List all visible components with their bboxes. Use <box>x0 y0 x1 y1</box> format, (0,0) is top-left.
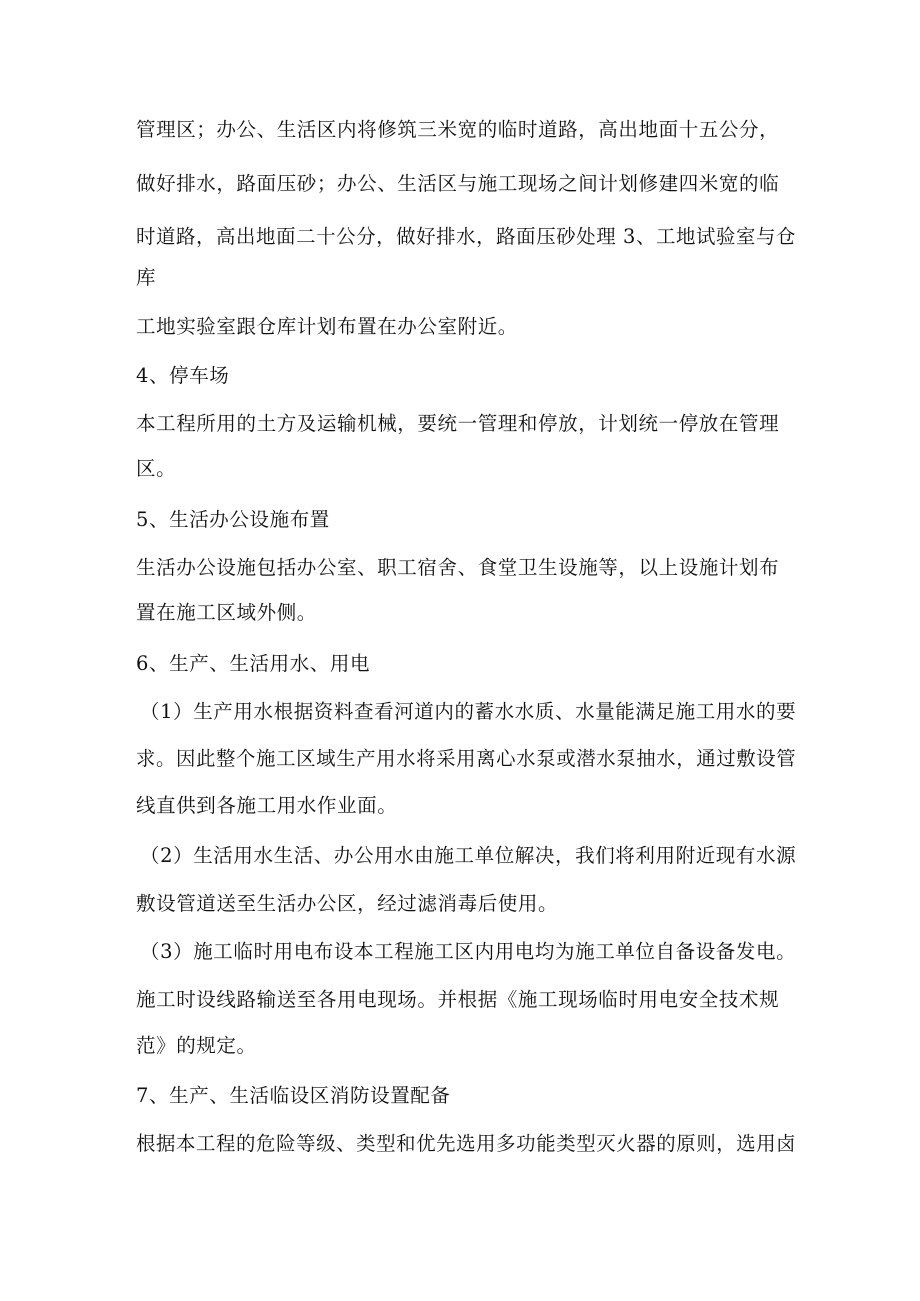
text-line: 库 <box>136 266 157 289</box>
text-line: 时道路，高出地面二十公分，做好排水，路面压砂处理 3、工地试验室与仓 <box>136 225 797 248</box>
text-line: 生活办公设施包括办公室、职工宿舍、食堂卫生设施等，以上设施计划布 <box>136 556 780 579</box>
text-line: 工地实验室跟仓库计划布置在办公室附近。 <box>136 315 518 338</box>
text-line: 区。 <box>136 457 177 480</box>
text-line: 线直供到各施工用水作业面。 <box>136 794 398 817</box>
text-line: （2）生活用水生活、办公用水由施工单位解决，我们将利用附近现有水源 <box>140 844 797 867</box>
text-line: 求。因此整个施工区域生产用水将采用离心水泵或潜水泵抽水，通过敷设管 <box>136 747 797 770</box>
text-line: （1）生产用水根据资料查看河道内的蓄水水质、水量能满足施工用水的要 <box>140 700 797 723</box>
text-line: 敷设管道送至生活办公区，经过滤消毒后使用。 <box>136 892 559 915</box>
text-line: （3）施工临时用电布设本工程施工区内用电均为施工单位自备设备发电。 <box>140 940 797 963</box>
section-heading: 6、生产、生活用水、用电 <box>136 652 371 675</box>
text-line: 根据本工程的危险等级、类型和优先选用多功能类型灭火器的原则，选用卤 <box>136 1132 797 1155</box>
text-line: 置在施工区域外侧。 <box>136 601 317 624</box>
text-line: 本工程所用的土方及运输机械，要统一管理和停放，计划统一停放在管理 <box>136 412 780 435</box>
text-line: 做好排水，路面压砂；办公、生活区与施工现场之间计划修建四米宽的临 <box>136 172 780 195</box>
text-line: 施工时设线路输送至各用电现场。并根据《施工现场临时用电安全技术规 <box>136 988 780 1011</box>
text-line: 范》的规定。 <box>136 1034 257 1057</box>
section-heading: 7、生产、生活临设区消防设置配备 <box>136 1084 451 1107</box>
text-line: 管理区；办公、生活区内将修筑三米宽的临时道路，高出地面十五公分， <box>136 118 780 141</box>
section-heading: 4、停车场 <box>136 364 230 387</box>
section-heading: 5、生活办公设施布置 <box>136 508 330 531</box>
